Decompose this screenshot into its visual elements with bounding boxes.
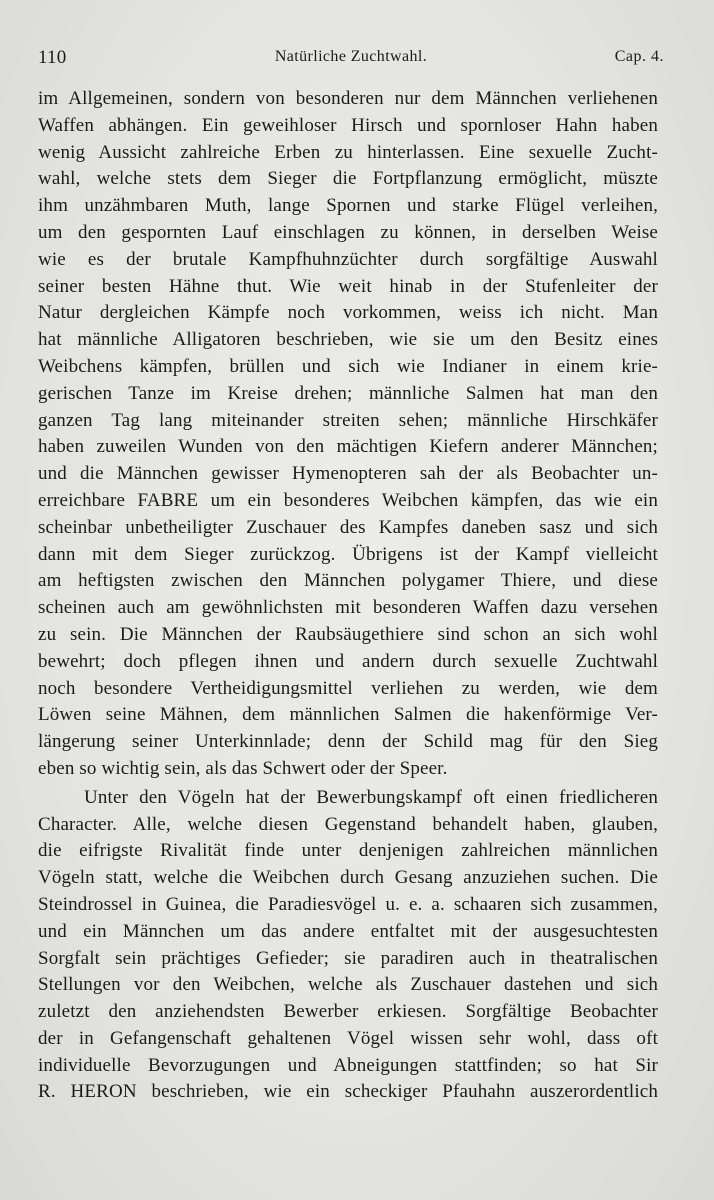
- text-line: Natur dergleichen Kämpfe noch vorkommen, weiss ich nicht. Man: [38, 302, 658, 324]
- text-line: Unter den Vögeln hat der Bewerbungskampf oft einen friedlicheren: [84, 786, 658, 808]
- running-head: [38, 47, 664, 71]
- text-line: im Allgemeinen, sondern von besonderen nur dem Männchen verliehenen: [38, 88, 658, 109]
- text-line: individuelle Bevorzugungen und Abneigungen stattfinden; so hat Sir: [38, 1054, 658, 1076]
- text-line: noch besondere Vertheidigungsmittel verliehen zu werden, wie dem: [38, 677, 658, 699]
- text-line: wahl, welche stets dem Sieger die Fortpflanzung ermöglicht, müszte: [38, 168, 658, 190]
- paragraph-1: [38, 86, 658, 783]
- text-line: ihm unzähmbaren Muth, lange Spornen und starke Flügel verleihen,: [38, 195, 658, 217]
- running-title: Natürliche Zuchtwahl.: [274, 48, 428, 65]
- text-line: Character. Alle, welche diesen Gegenstand behandelt haben, glauben,: [38, 813, 658, 835]
- text-line: wenig Aussicht zahlreiche Erben zu hinterlassen. Eine sexuelle Zucht-: [38, 141, 658, 163]
- paragraph-2: [38, 785, 658, 1107]
- text-line: scheinen auch am gewöhnlichsten mit besonderen Waffen dazu versehen: [38, 597, 658, 619]
- text-line: längerung seiner Unterkinnlade; denn der Schild mag für den Sieg: [38, 731, 658, 753]
- text-line: scheinbar unbetheiligter Zuschauer des Kampfes daneben sasz und sich: [38, 516, 658, 538]
- text-line: erreichbare FABRE um ein besonderes Weibchen kämpfen, das wie ein: [38, 489, 658, 511]
- text-line: und ein Männchen um das andere entfaltet mit der ausgesuchtesten: [38, 920, 658, 942]
- text-line: Löwen seine Mähnen, dem männlichen Salmen die hakenförmige Ver-: [38, 704, 658, 726]
- text-line: die eifrigste Rivalität finde unter denjenigen zahlreichen männlichen: [38, 840, 658, 862]
- text-line: Stellungen vor den Weibchen, welche als Zuschauer dastehen und sich: [38, 974, 658, 996]
- text-line: um den gespornten Lauf einschlagen zu können, in derselben Weise: [38, 221, 658, 243]
- text-line: und die Männchen gewisser Hymenopteren sah der als Beobachter un-: [38, 463, 658, 485]
- text-line: seiner besten Hähne thut. Wie weit hinab in der Stufenleiter der: [38, 275, 658, 297]
- chapter-label: Cap. 4.: [614, 48, 664, 65]
- text-line: Waffen abhängen. Ein geweihloser Hirsch und spornloser Hahn haben: [38, 114, 658, 136]
- text-line: bewehrt; doch pflegen ihnen und andern durch sexuelle Zuchtwahl: [38, 650, 658, 672]
- text-line: der in Gefangenschaft gehaltenen Vögel wissen sehr wohl, dass oft: [38, 1027, 658, 1049]
- text-line: eben so wichtig sein, als das Schwert oder der Speer.: [38, 757, 448, 779]
- text-line: R. HERON beschrieben, wie ein scheckiger Pfauhahn auszerordentlich: [38, 1081, 658, 1103]
- text-line: zuletzt den anziehendsten Bewerber erkiesen. Sorgfältige Beobachter: [38, 1001, 658, 1023]
- text-line: am heftigsten zwischen den Männchen polygamer Thiere, und diese: [38, 570, 658, 592]
- text-line: zu sein. Die Männchen der Raubsäugethiere sind schon an sich wohl: [38, 623, 658, 645]
- text-line: haben zuweilen Wunden von den mächtigen Kiefern anderer Männchen;: [38, 436, 658, 458]
- body-text: [38, 86, 658, 1106]
- text-line: Weibchens kämpfen, brüllen und sich wie Indianer in einem krie-: [38, 355, 658, 377]
- text-line: hat männliche Alligatoren beschrieben, wie sie um den Besitz eines: [38, 329, 658, 351]
- text-line: Steindrossel in Guinea, die Paradiesvögel u. e. a. schaaren sich zusammen,: [38, 893, 658, 915]
- text-line: gerischen Tanze im Kreise drehen; männliche Salmen hat man den: [38, 382, 658, 404]
- text-line: ganzen Tag lang miteinander streiten sehen; männliche Hirschkäfer: [38, 409, 658, 431]
- page-number: 110: [38, 47, 67, 68]
- text-line: Sorgfalt sein prächtiges Gefieder; sie paradiren auch in theatralischen: [38, 947, 658, 969]
- text-line: dann mit dem Sieger zurückzog. Übrigens ist der Kampf vielleicht: [38, 543, 658, 565]
- text-line: Vögeln statt, welche die Weibchen durch Gesang anzuziehen suchen. Die: [38, 867, 658, 889]
- text-line: wie es der brutale Kampfhuhnzüchter durch sorgfältige Auswahl: [38, 248, 658, 270]
